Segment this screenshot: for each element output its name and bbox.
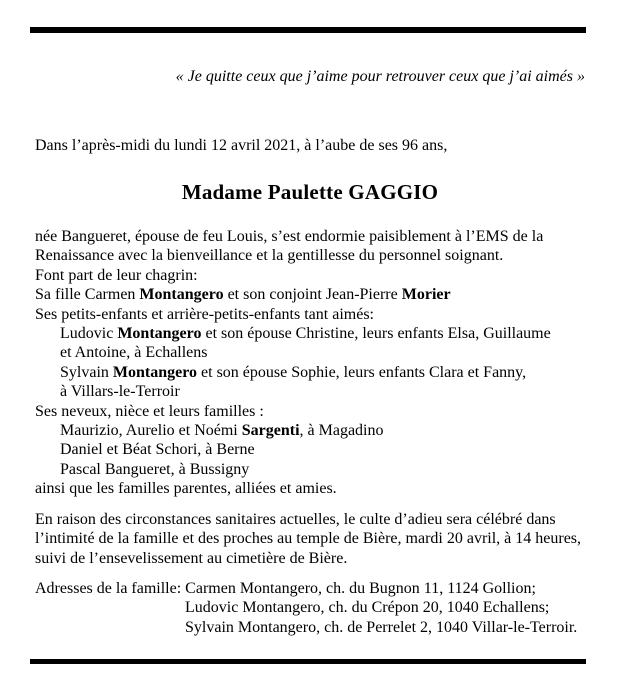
text-segment: et son épouse Christine, leurs enfants Elsa, Guillaume [201, 325, 551, 343]
text-segment: suivi de l’ensevelissement au cimetière de Bière. [35, 549, 348, 567]
text-segment: Daniel et Béat Schori, à Berne [60, 441, 255, 459]
text-line [35, 479, 585, 498]
text-line [35, 402, 585, 421]
notice-content [35, 33, 585, 637]
text-segment: Font part de leur chagrin: [35, 266, 198, 284]
text-line [35, 227, 585, 246]
text-line [35, 460, 585, 479]
text-line [35, 579, 585, 598]
family-addresses-block [35, 579, 585, 637]
text-segment: Ludovic Montangero, ch. du Crépon 20, 1040 Echallens; [185, 599, 550, 617]
text-line [35, 440, 585, 459]
text-segment: Adresses de la famille: Carmen Montangero, ch. du Bugnon 11, 1124 Gollion; [35, 579, 536, 597]
family-surname-bold: Montangero [112, 363, 198, 381]
ceremony-paragraph [35, 510, 585, 568]
text-line [35, 343, 585, 362]
text-line [35, 305, 585, 324]
text-line [35, 549, 585, 568]
text-segment: l’intimité de la famille et des proches au temple de Bière, mardi 20 avril, à 14 heures, [35, 530, 582, 548]
text-segment: ainsi que les familles parentes, alliées et amies. [35, 480, 337, 498]
text-line [35, 421, 585, 440]
text-line [35, 246, 585, 265]
family-surname-bold: Sargenti [241, 422, 300, 440]
text-line [35, 618, 585, 637]
text-segment: Maurizio, Aurelio et Noémi [60, 422, 242, 440]
text-segment: Sylvain [60, 363, 113, 381]
text-segment: Pascal Bangueret, à Bussigny [60, 460, 250, 478]
epitaph-quote: « Je quitte ceux que j’aime pour retrouver ceux que j’ai aimés » [175, 68, 585, 85]
family-surname-bold: Montangero [139, 286, 224, 304]
death-announcement-line: Dans l’après-midi du lundi 12 avril 2021, à l’aube de ses 96 ans, [35, 136, 448, 154]
text-segment: En raison des circonstances sanitaires actuelles, le culte d’adieu sera célébré dans [35, 510, 556, 528]
text-segment: , à Magadino [299, 422, 384, 440]
text-segment: Ses petits-enfants et arrière-petits-enfants tant aimés: [35, 305, 374, 323]
family-announcement-block [35, 227, 585, 499]
text-line [35, 363, 585, 382]
text-line [35, 285, 585, 304]
deceased-name-title: Madame Paulette GAGGIO [181, 180, 439, 204]
text-line [35, 324, 585, 343]
text-line [35, 529, 585, 548]
text-segment: et son conjoint Jean-Pierre [223, 286, 402, 304]
text-segment: Ludovic [60, 325, 118, 343]
text-line [35, 266, 585, 285]
text-line [35, 598, 585, 617]
text-segment: Sylvain Montangero, ch. de Perrelet 2, 1040 Villar-le-Terroir. [185, 618, 578, 636]
text-segment: et son épouse Sophie, leurs enfants Clara et Fanny, [197, 363, 527, 381]
family-surname-bold: Morier [401, 286, 451, 304]
text-segment: Ses neveux, nièce et leurs familles : [35, 402, 264, 420]
text-segment: à Villars-le-Terroir [60, 383, 180, 401]
text-segment: Renaissance avec la bienveillance et la gentillesse du personnel soignant. [35, 247, 504, 265]
family-surname-bold: Montangero [117, 325, 202, 343]
bottom-rule [30, 659, 586, 664]
text-line [35, 510, 585, 529]
text-line [35, 382, 585, 401]
text-segment: Sa fille Carmen [35, 286, 140, 304]
text-segment: née Bangueret, épouse de feu Louis, s’est endormie paisiblement à l’EMS de la [35, 228, 544, 245]
text-segment: et Antoine, à Echallens [60, 344, 208, 362]
